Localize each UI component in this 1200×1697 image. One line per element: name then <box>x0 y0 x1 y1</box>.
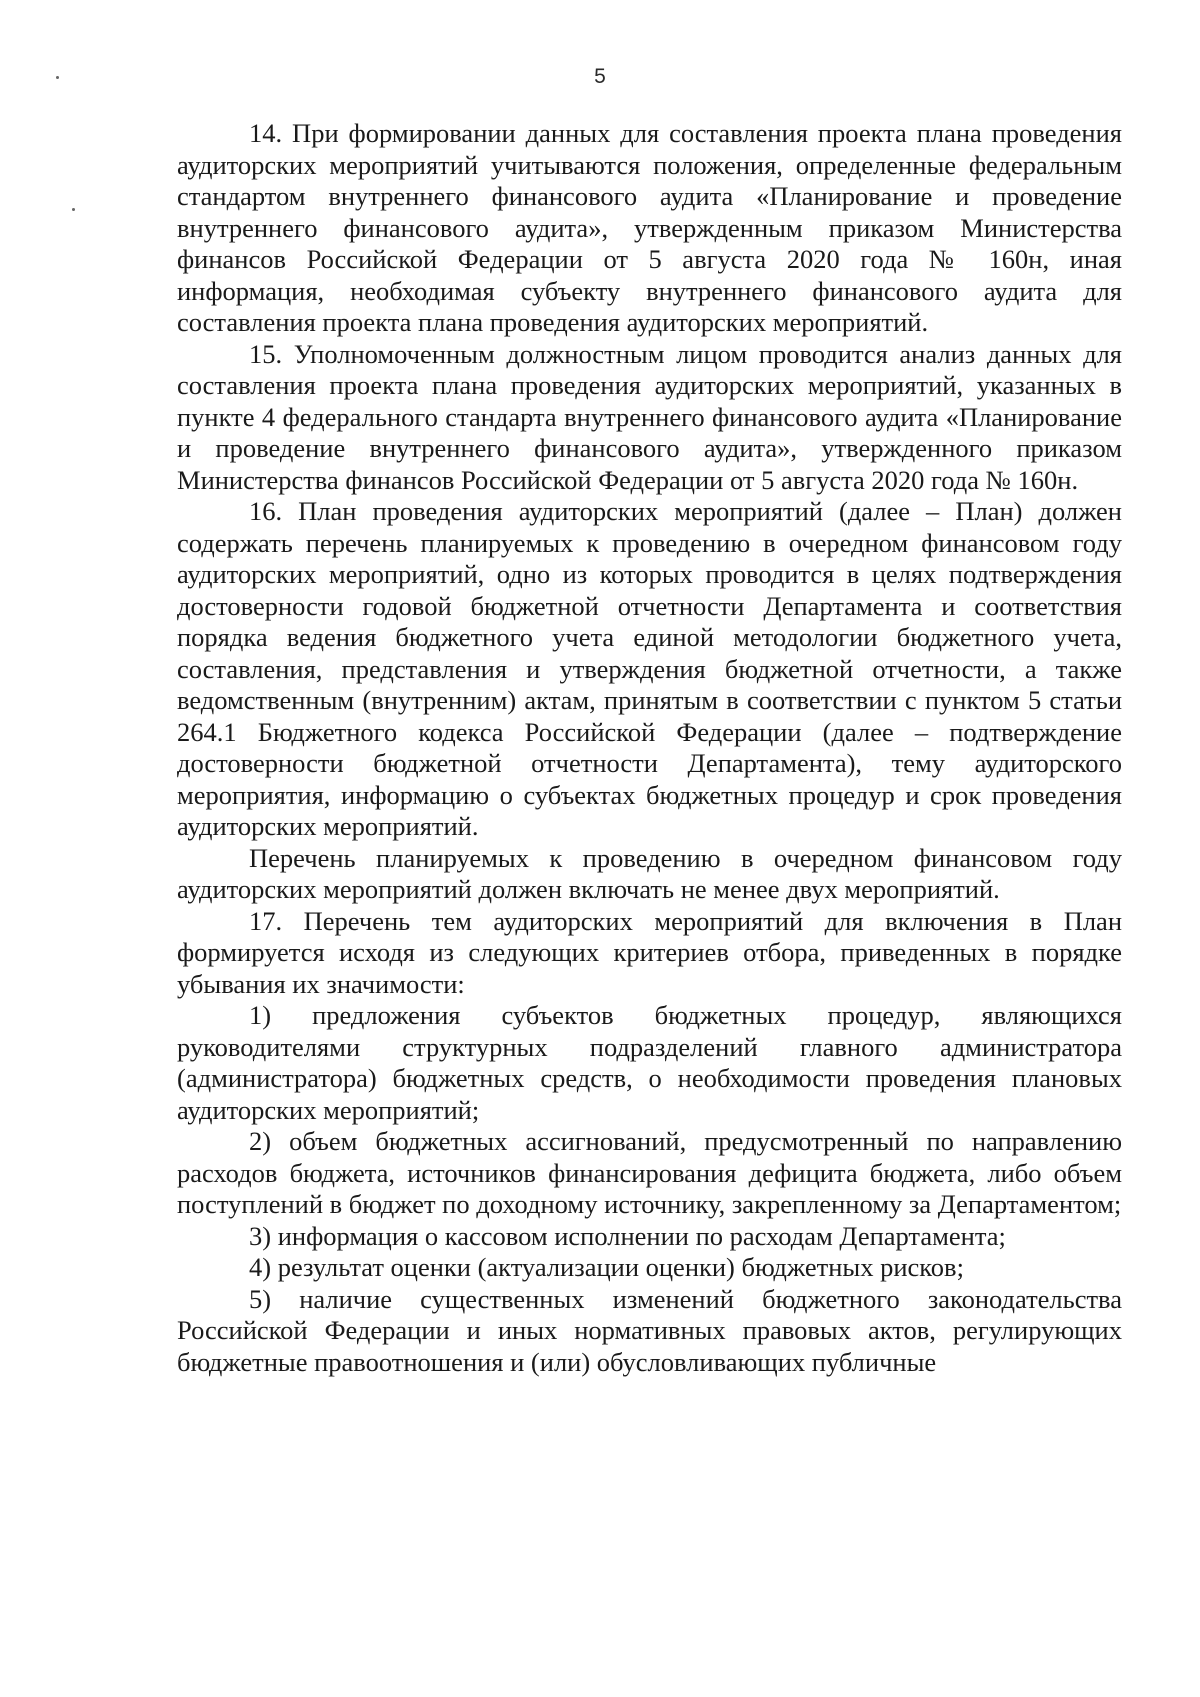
criterion-4: 4) результат оценки (актуализации оценки) бюджетных рисков; <box>249 1252 964 1282</box>
paragraph-14: 14. При формировании данных для составления проекта плана проведения аудиторских мероприятий учитываются положения, определенные федеральным стандартом внутреннего финансового аудита «Планирование и проведение внутреннего финансового аудита», утвержденным приказом Министерства финансов Российской Федерации от 5 августа 2020 года № 160н, иная информация, необходимая субъекту внутреннего финансового аудита для составления проекта плана проведения аудиторских мероприятий. <box>177 118 1122 337</box>
scan-artifact-dot <box>72 208 75 211</box>
paragraph-15: 15. Уполномоченным должностным лицом проводится анализ данных для составления проекта плана проведения аудиторских мероприятий, указанных в пункте 4 федерального стандарта внутреннего финансового аудита «Планирование и проведение внутреннего финансового аудита», утвержденного приказом Министерства финансов Российской Федерации от 5 августа 2020 года № 160н. <box>177 338 1122 495</box>
paragraph-16-list-requirement: Перечень планируемых к проведению в очередном финансовом году аудиторских мероприятий должен включать не менее двух мероприятий. <box>177 842 1122 904</box>
document-body <box>177 118 1122 1378</box>
paragraph-17: 17. Перечень тем аудиторских мероприятий для включения в План формируется исходя из следующих критериев отбора, приведенных в порядке убывания их значимости: <box>177 905 1122 999</box>
criterion-3: 3) информация о кассовом исполнении по расходам Департамента; <box>249 1220 1006 1251</box>
paragraph-16: 16. План проведения аудиторских мероприятий (далее – План) должен содержать перечень планируемых к проведению в очередном финансовом году аудиторских мероприятий, одно из которых проводится в целях подтверждения достоверности годовой бюджетной отчетности Департамента и соответствия порядка ведения бюджетного учета единой методологии бюджетного учета, составления, представления и утверждения бюджетной отчетности, а также ведомственным (внутренним) актам, принятым в соответствии с пунктом 5 статьи 264.1 Бюджетного кодекса Российской Федерации (далее – подтверждение достоверности бюджетной отчетности Департамента), тему аудиторского мероприятия, информацию о субъектах бюджетных процедур и срок проведения аудиторских мероприятий. <box>177 496 1122 841</box>
page-number: 5 <box>594 65 606 88</box>
criterion-2: 2) объем бюджетных ассигнований, предусмотренный по направлению расходов бюджета, источников финансирования дефицита бюджета, либо объем поступлений в бюджет по доходному источнику, закрепленному за Департаментом; <box>177 1126 1122 1219</box>
criterion-1: 1) предложения субъектов бюджетных процедур, являющихся руководителями структурных подразделений главного администратора (администратора) бюджетных средств, о необходимости проведения плановых аудиторских мероприятий; <box>177 1000 1122 1125</box>
criterion-5: 5) наличие существенных изменений бюджетного законодательства Российской Федерации и иных нормативных правовых актов, регулирующих бюджетные правоотношения и (или) обусловливающих публичные <box>177 1283 1122 1377</box>
